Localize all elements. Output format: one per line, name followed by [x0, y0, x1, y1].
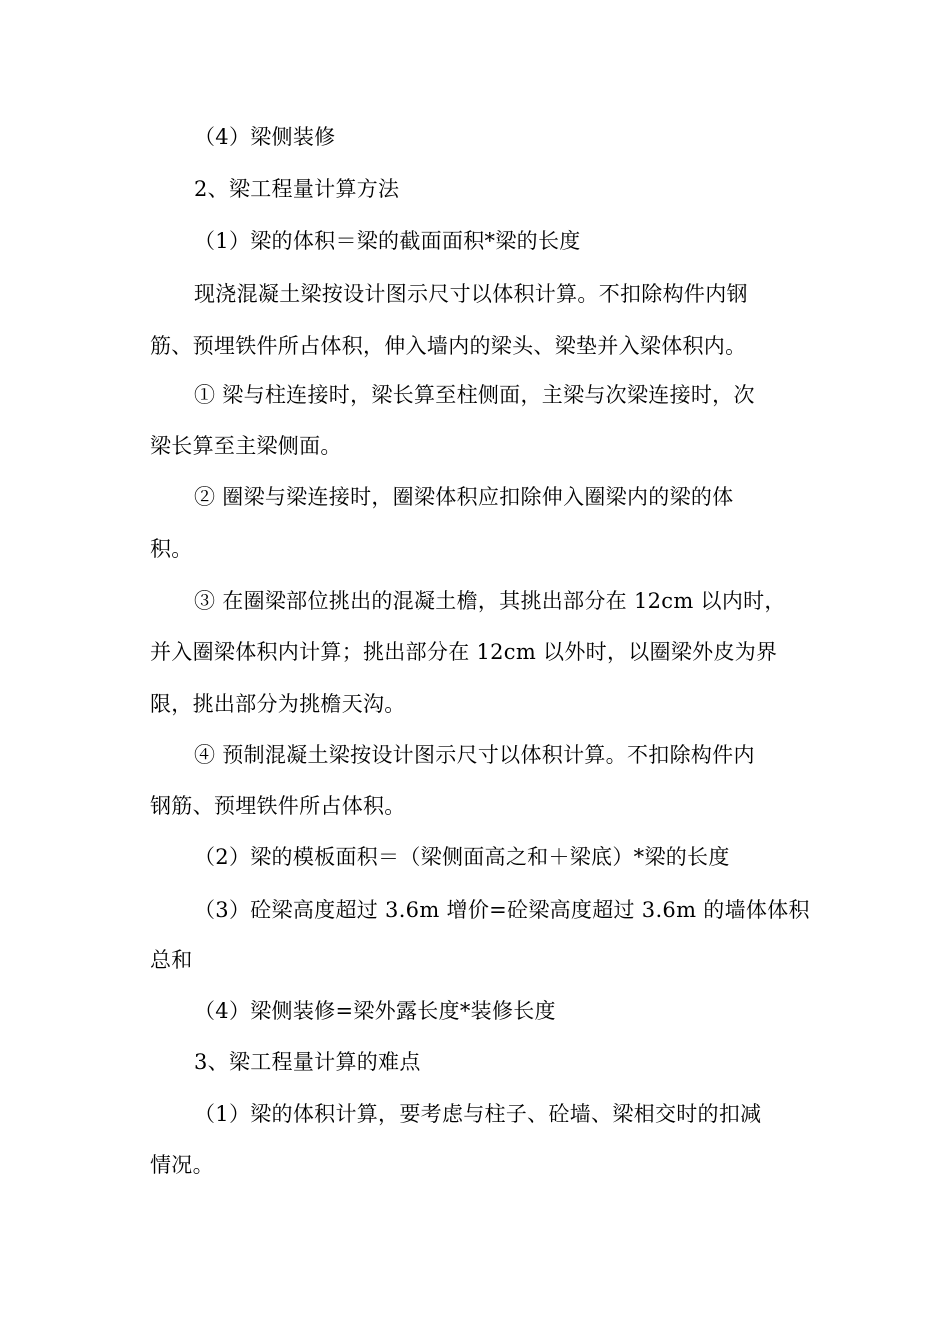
- subheading-line: （3）砼梁高度超过 3.6m 增价=砼梁高度超过 3.6m 的墙体体积: [194, 898, 810, 922]
- subheading-line: （2）梁的模板面积＝（梁侧面高之和＋梁底）*梁的长度: [194, 845, 730, 869]
- paragraph-line: 现浇混凝土梁按设计图示尺寸以体积计算。不扣除构件内钢: [194, 282, 748, 306]
- list-item-line: 梁长算至主梁侧面。: [150, 434, 342, 458]
- list-item-line: ② 圈梁与梁连接时，圈梁体积应扣除伸入圈梁内的梁的体: [194, 485, 734, 509]
- list-item-line: ③ 在圈梁部位挑出的混凝土檐，其挑出部分在 12cm 以内时，: [194, 589, 786, 613]
- list-item-line: 积。: [150, 537, 193, 561]
- paragraph-line: 筋、预埋铁件所占体积，伸入墙内的梁头、梁垫并入梁体积内。: [150, 334, 747, 358]
- paragraph-line: （4）梁侧装修: [194, 125, 336, 149]
- list-item-line: 限，挑出部分为挑檐天沟。: [150, 692, 406, 716]
- list-item-line: 并入圈梁体积内计算；挑出部分在 12cm 以外时，以圈梁外皮为界: [150, 640, 778, 664]
- list-item-line: 钢筋、预埋铁件所占体积。: [150, 794, 406, 818]
- paragraph-line: 总和: [150, 948, 193, 972]
- section-heading: 2、梁工程量计算方法: [194, 177, 400, 201]
- subheading-line: （4）梁侧装修=梁外露长度*装修长度: [194, 999, 556, 1023]
- list-item-line: ① 梁与柱连接时，梁长算至柱侧面，主梁与次梁连接时，次: [194, 383, 755, 407]
- paragraph-line: 情况。: [150, 1153, 214, 1177]
- list-item-line: ④ 预制混凝土梁按设计图示尺寸以体积计算。不扣除构件内: [194, 743, 755, 767]
- section-heading: 3、梁工程量计算的难点: [194, 1050, 421, 1074]
- subheading-line: （1）梁的体积＝梁的截面面积*梁的长度: [194, 229, 581, 253]
- subheading-line: （1）梁的体积计算，要考虑与柱子、砼墙、梁相交时的扣减: [194, 1102, 762, 1126]
